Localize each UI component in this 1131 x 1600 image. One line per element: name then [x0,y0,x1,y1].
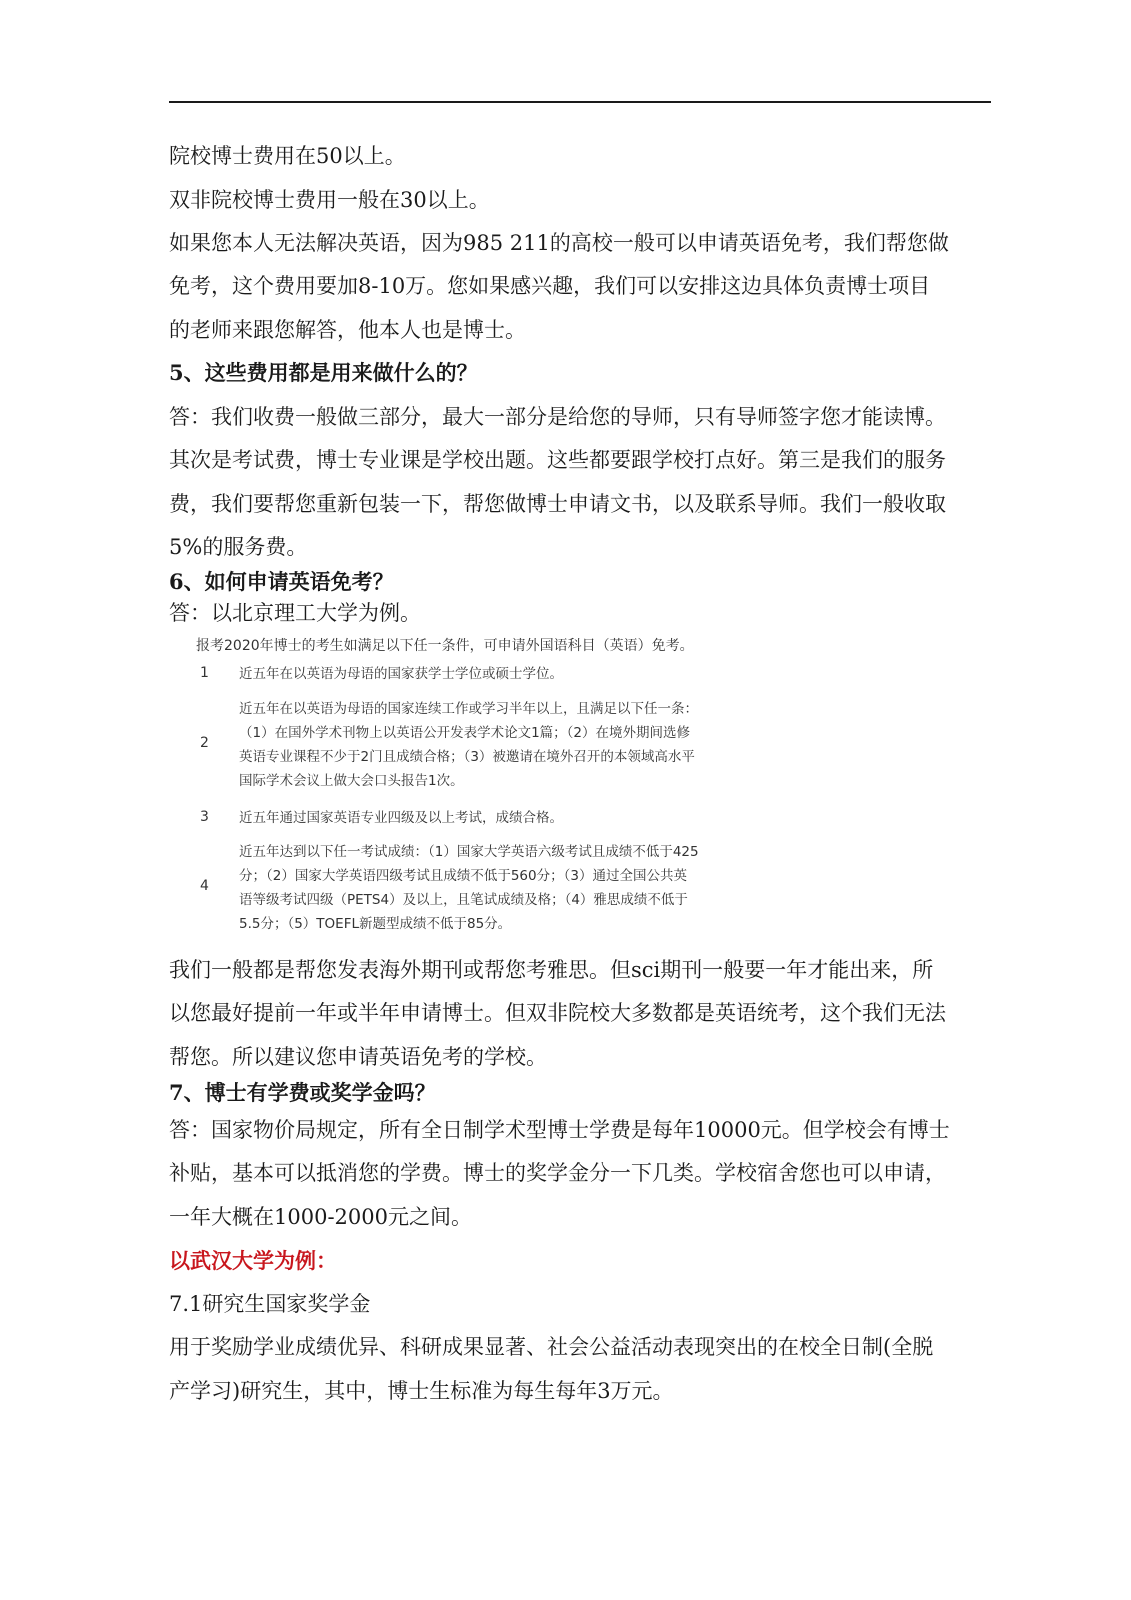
text-line: 5%的服务费。 [169,535,308,559]
section-heading-7: 7、博士有学费或奖学金吗？ [169,1080,436,1105]
condition-number: 2 [200,735,209,751]
header-rule [169,101,991,103]
text-line: 产学习)研究生，其中，博士生标准为每生每年3万元。 [169,1379,674,1403]
section-heading-6: 6、如何申请英语免考？ [169,569,394,594]
text-line: 一年大概在1000-2000元之间。 [169,1205,472,1229]
text-line: 我们一般都是帮您发表海外期刊或帮您考雅思。但sci期刊一般要一年才能出来，所 [169,958,934,982]
condition-number: 3 [200,809,209,825]
subsection-heading: 7.1研究生国家奖学金 [169,1292,371,1316]
condition-number: 1 [200,665,209,681]
example-heading: 以武汉大学为例： [169,1248,337,1273]
text-line: 补贴，基本可以抵消您的学费。博士的奖学金分一下几类。学校宿舍您也可以申请， [169,1161,946,1185]
section-heading-5: 5、这些费用都是用来做什么的？ [169,360,478,385]
condition-line: 近五年在以英语为母语的国家获学士学位或硕士学位。 [239,666,563,682]
text-line: 院校博士费用在50以上。 [169,144,406,168]
condition-line: 近五年在以英语为母语的国家连续工作或学习半年以上，且满足以下任一条： [239,701,698,717]
condition-line: 英语专业课程不少于2门且成绩合格；（3）被邀请在境外召开的本领域高水平 [239,749,695,765]
text-line: 如果您本人无法解决英语，因为985 211的高校一般可以申请英语免考，我们帮您做 [169,231,949,255]
text-line: 以您最好提前一年或半年申请博士。但双非院校大多数都是英语统考，这个我们无法 [169,1001,946,1025]
text-line: 答：以北京理工大学为例。 [169,601,421,625]
screenshot-intro: 报考2020年博士的考生如满足以下任一条件，可申请外国语科目（英语）免考。 [196,638,694,654]
condition-line: （1）在国外学术刊物上以英语公开发表学术论文1篇；（2）在境外期间选修 [239,725,691,741]
text-line: 免考，这个费用要加8-10万。您如果感兴趣，我们可以安排这边具体负责博士项目 [169,274,931,298]
text-line: 用于奖励学业成绩优异、科研成果显著、社会公益活动表现突出的在校全日制(全脱 [169,1335,934,1359]
text-line: 费，我们要帮您重新包装一下，帮您做博士申请文书，以及联系导师。我们一般收取 [169,492,946,516]
condition-number: 4 [200,878,209,894]
condition-line: 近五年通过国家英语专业四级及以上考试，成绩合格。 [239,810,563,826]
condition-line: 近五年达到以下任一考试成绩：（1）国家大学英语六级考试且成绩不低于425 [239,844,699,860]
text-line: 的老师来跟您解答，他本人也是博士。 [169,318,526,342]
text-line: 双非院校博士费用一般在30以上。 [169,188,490,212]
condition-line: 5.5分；（5）TOEFL新题型成绩不低于85分。 [239,916,512,932]
condition-line: 分；（2）国家大学英语四级考试且成绩不低于560分；（3）通过全国公共英 [239,868,687,884]
condition-line: 语等级考试四级（PETS4）及以上，且笔试成绩及格；（4）雅思成绩不低于 [239,892,688,908]
text-line: 答：国家物价局规定，所有全日制学术型博士学费是每年10000元。但学校会有博士 [169,1118,950,1142]
text-line: 帮您。所以建议您申请英语免考的学校。 [169,1045,547,1069]
embedded-screenshot [196,637,756,937]
condition-line: 国际学术会议上做大会口头报告1次。 [239,773,464,789]
text-line: 其次是考试费，博士专业课是学校出题。这些都要跟学校打点好。第三是我们的服务 [169,448,946,472]
text-line: 答：我们收费一般做三部分，最大一部分是给您的导师，只有导师签字您才能读博。 [169,405,946,429]
